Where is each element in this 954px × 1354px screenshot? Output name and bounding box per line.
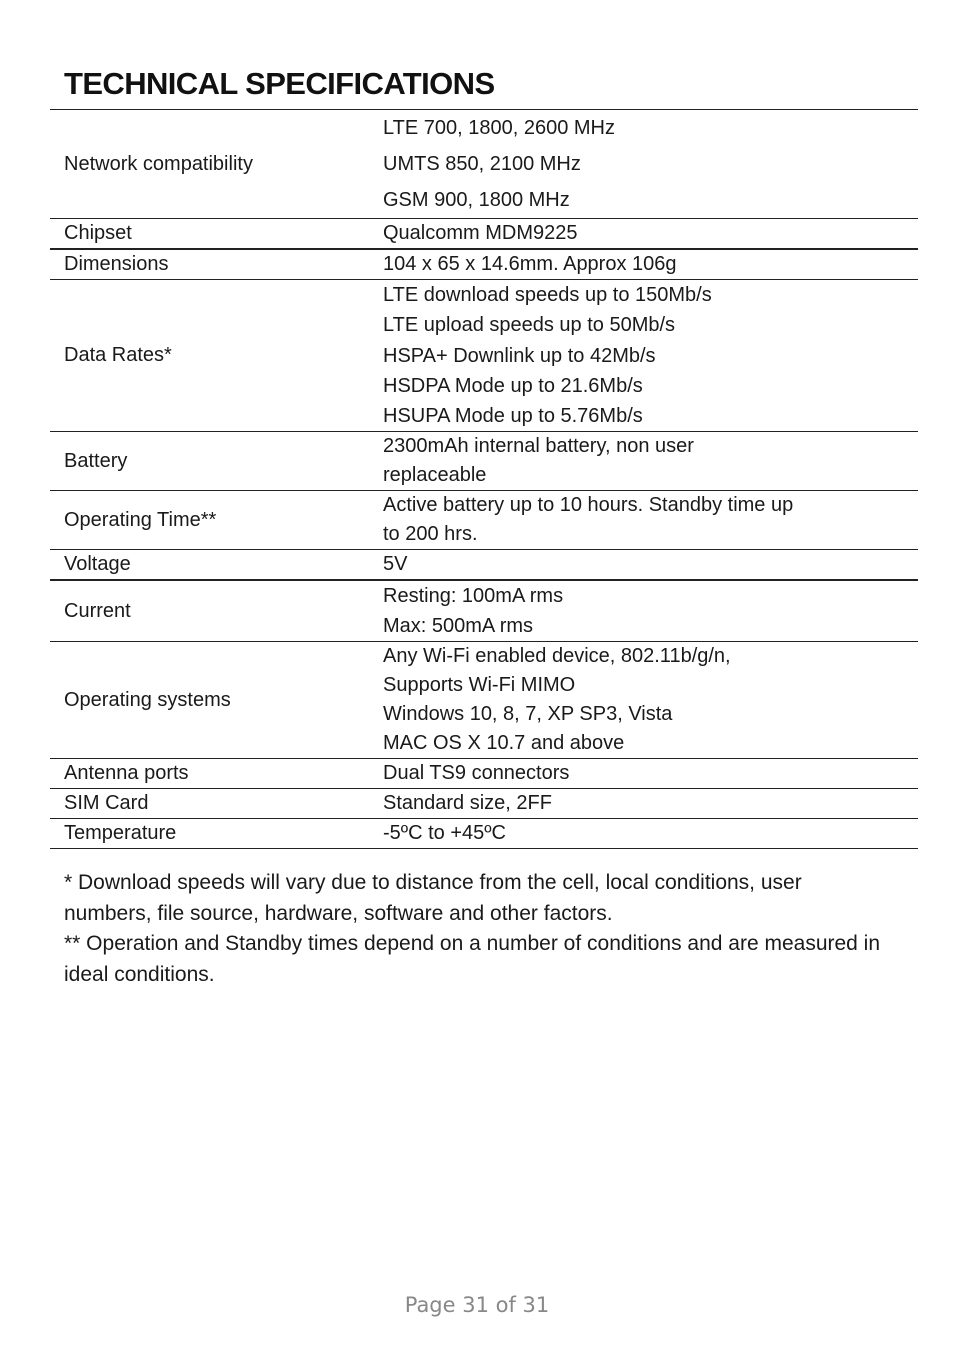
spec-label: Dimensions (64, 253, 169, 275)
spec-value-line: HSPA+ Downlink up to 42Mb/s (383, 344, 656, 367)
spec-value (383, 550, 918, 579)
spec-value-line: UMTS 850, 2100 MHz (383, 153, 581, 175)
spec-value (383, 250, 918, 279)
spec-row-network-compatibility (50, 110, 918, 219)
spec-value-line: Resting: 100mA rms (383, 585, 564, 608)
spec-value-line: Windows 10, 8, 7, XP SP3, Vista (383, 703, 673, 726)
footnotes (64, 868, 894, 990)
spec-value-line: LTE upload speeds up to 50Mb/s (383, 314, 676, 337)
spec-value-line: 5V (383, 553, 408, 576)
spec-label: Temperature (64, 822, 177, 845)
spec-value (383, 491, 918, 549)
spec-value-line: Dual TS9 connectors (383, 762, 570, 785)
spec-value-line: 104 x 65 x 14.6mm. Approx 106g (383, 253, 677, 275)
spec-row-dimensions (50, 250, 918, 280)
spec-value (383, 789, 918, 818)
spec-value-line: 2300mAh internal battery, non user (383, 435, 694, 458)
footnote-download-speeds: * Download speeds will vary due to distance from the cell, local conditions, user numbers, file source, hardware, software and other factors. (64, 871, 802, 925)
spec-label: Current (64, 599, 131, 622)
page-number: Page 31 of 31 (404, 1293, 550, 1317)
spec-value-line: Standard size, 2FF (383, 792, 552, 815)
spec-label: SIM Card (64, 792, 149, 815)
spec-value-line: replaceable (383, 464, 487, 487)
spec-label: Antenna ports (64, 762, 189, 785)
spec-value-line: LTE 700, 1800, 2600 MHz (383, 117, 615, 139)
spec-value-line: Max: 500mA rms (383, 615, 534, 638)
spec-value-line: Any Wi-Fi enabled device, 802.11b/g/n, (383, 645, 731, 668)
spec-row-sim-card (50, 789, 918, 819)
spec-row-voltage (50, 550, 918, 581)
spec-value-line: HSDPA Mode up to 21.6Mb/s (383, 374, 643, 397)
page-title: TECHNICAL SPECIFICATIONS (64, 66, 495, 101)
spec-label: Operating systems (64, 688, 231, 711)
spec-row-battery (50, 432, 918, 491)
spec-value (383, 581, 918, 641)
spec-label: Network compatibility (64, 152, 253, 175)
spec-row-operating-time (50, 491, 918, 550)
spec-label: Data Rates* (64, 344, 172, 367)
spec-value-line: HSUPA Mode up to 5.76Mb/s (383, 405, 643, 428)
spec-value-line: -5ºC to +45ºC (383, 822, 506, 845)
spec-row-current (50, 581, 918, 642)
spec-label: Operating Time** (64, 508, 217, 531)
spec-value-line: MAC OS X 10.7 and above (383, 732, 625, 755)
spec-value (383, 642, 918, 758)
spec-row-data-rates (50, 280, 918, 432)
spec-value-line: Supports Wi-Fi MIMO (383, 674, 576, 697)
spec-label: Chipset (64, 222, 132, 244)
spec-value-line: LTE download speeds up to 150Mb/s (383, 284, 712, 306)
spec-value-line: GSM 900, 1800 MHz (383, 189, 570, 211)
spec-value-line: to 200 hrs. (383, 523, 478, 546)
spec-row-antenna-ports (50, 759, 918, 789)
spec-label: Voltage (64, 553, 131, 576)
footnote-operation-times: ** Operation and Standby times depend on a number of conditions and are measured in ideal conditions. (64, 932, 881, 986)
spec-value-line: Active battery up to 10 hours. Standby time up (383, 494, 794, 517)
spec-table (50, 109, 918, 849)
spec-value (383, 110, 918, 218)
spec-value-line: Qualcomm MDM9225 (383, 222, 578, 244)
spec-row-temperature (50, 819, 918, 849)
spec-value (383, 819, 918, 848)
spec-label: Battery (64, 449, 128, 472)
spec-value (383, 219, 918, 248)
spec-value (383, 432, 918, 490)
spec-value (383, 280, 918, 431)
spec-value (383, 759, 918, 788)
spec-row-operating-systems (50, 642, 918, 759)
spec-row-chipset (50, 219, 918, 250)
